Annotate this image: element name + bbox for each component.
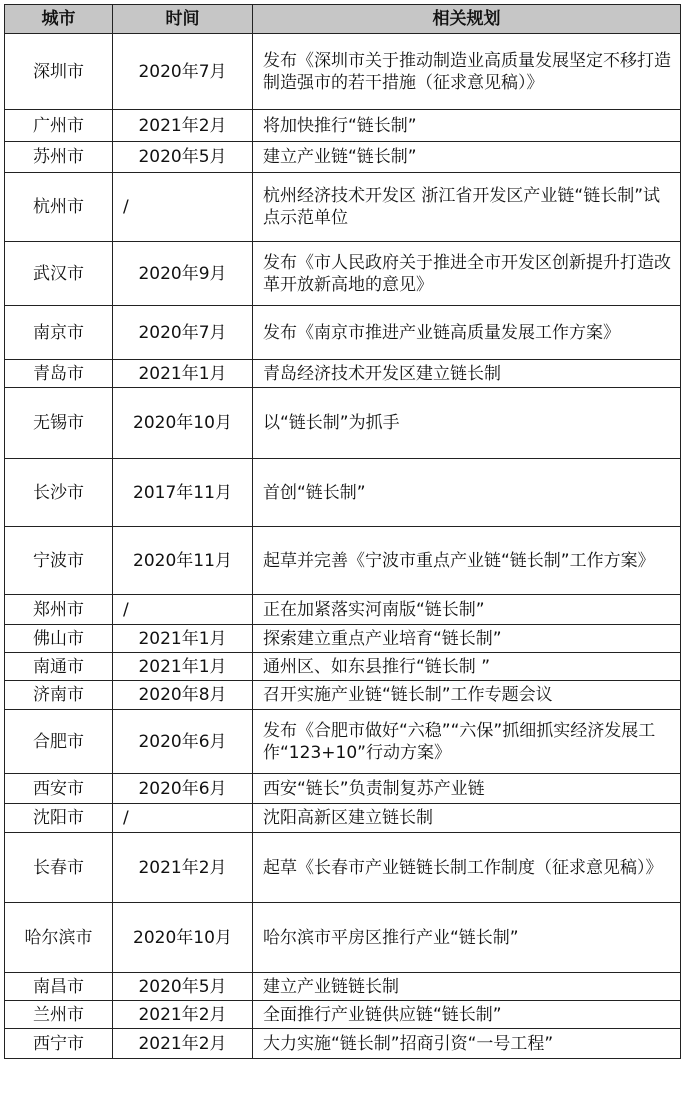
plan-cell: 探索建立重点产业培育“链长制” [253,625,681,653]
plan-cell: 建立产业链链长制 [253,973,681,1001]
time-cell: 2020年11月 [113,527,253,595]
plan-cell: 哈尔滨市平房区推行产业“链长制” [253,903,681,973]
time-cell: 2021年1月 [113,653,253,681]
city-cell: 济南市 [5,681,113,710]
table-row [5,142,681,173]
city-cell: 杭州市 [5,173,113,242]
table-row [5,833,681,903]
plan-cell: 发布《深圳市关于推动制造业高质量发展坚定不移打造制造强市的若干措施（征求意见稿）》 [253,34,681,110]
header-city: 城市 [5,5,113,34]
header-plan: 相关规划 [253,5,681,34]
time-cell: 2020年10月 [113,388,253,459]
city-cell: 武汉市 [5,242,113,306]
table-header-row [5,5,681,34]
table-row [5,710,681,774]
time-cell: 2017年11月 [113,459,253,527]
plan-cell: 以“链长制”为抓手 [253,388,681,459]
city-cell: 合肥市 [5,710,113,774]
city-cell: 西安市 [5,774,113,804]
table-row [5,595,681,625]
plan-cell: 青岛经济技术开发区建立链长制 [253,360,681,388]
time-cell: / [113,173,253,242]
plan-cell: 起草《长春市产业链链长制工作制度（征求意见稿）》 [253,833,681,903]
time-cell: 2020年10月 [113,903,253,973]
time-cell: 2020年6月 [113,774,253,804]
time-cell: 2020年7月 [113,34,253,110]
plan-cell: 起草并完善《宁波市重点产业链“链长制”工作方案》 [253,527,681,595]
plan-cell: 建立产业链“链长制” [253,142,681,173]
time-cell: 2020年8月 [113,681,253,710]
table-row [5,804,681,833]
plan-cell: 大力实施“链长制”招商引资“一号工程” [253,1029,681,1059]
city-policy-table [4,4,681,1059]
city-cell: 长春市 [5,833,113,903]
table-row [5,903,681,973]
time-cell: 2021年2月 [113,110,253,142]
table-row [5,110,681,142]
city-cell: 苏州市 [5,142,113,173]
plan-cell: 召开实施产业链“链长制”工作专题会议 [253,681,681,710]
time-cell: 2021年1月 [113,360,253,388]
table-row [5,527,681,595]
time-cell: 2021年1月 [113,625,253,653]
table-row [5,774,681,804]
plan-cell: 发布《合肥市做好“六稳”“六保”抓细抓实经济发展工作“123+10”行动方案》 [253,710,681,774]
city-cell: 长沙市 [5,459,113,527]
plan-cell: 西安“链长”负责制复苏产业链 [253,774,681,804]
time-cell: 2020年7月 [113,306,253,360]
city-cell: 南昌市 [5,973,113,1001]
table-row [5,242,681,306]
table-row [5,625,681,653]
city-cell: 西宁市 [5,1029,113,1059]
time-cell: 2020年9月 [113,242,253,306]
city-cell: 宁波市 [5,527,113,595]
city-cell: 南京市 [5,306,113,360]
plan-cell: 将加快推行“链长制” [253,110,681,142]
time-cell: / [113,804,253,833]
table-row [5,360,681,388]
plan-cell: 通州区、如东县推行“链长制 ” [253,653,681,681]
city-cell: 无锡市 [5,388,113,459]
table-row [5,306,681,360]
table-row [5,34,681,110]
time-cell: 2021年2月 [113,1029,253,1059]
time-cell: / [113,595,253,625]
table-row [5,973,681,1001]
city-cell: 广州市 [5,110,113,142]
time-cell: 2020年5月 [113,142,253,173]
city-cell: 兰州市 [5,1001,113,1029]
header-time: 时间 [113,5,253,34]
table-row [5,173,681,242]
plan-cell: 全面推行产业链供应链“链长制” [253,1001,681,1029]
city-cell: 郑州市 [5,595,113,625]
city-cell: 佛山市 [5,625,113,653]
plan-cell: 发布《市人民政府关于推进全市开发区创新提升打造改革开放新高地的意见》 [253,242,681,306]
city-cell: 青岛市 [5,360,113,388]
time-cell: 2020年5月 [113,973,253,1001]
city-cell: 沈阳市 [5,804,113,833]
plan-cell: 正在加紧落实河南版“链长制” [253,595,681,625]
plan-cell: 杭州经济技术开发区 浙江省开发区产业链“链长制”试点示范单位 [253,173,681,242]
plan-cell: 首创“链长制” [253,459,681,527]
time-cell: 2021年2月 [113,833,253,903]
table-row [5,459,681,527]
plan-cell: 沈阳高新区建立链长制 [253,804,681,833]
time-cell: 2020年6月 [113,710,253,774]
table-row [5,1001,681,1029]
city-cell: 南通市 [5,653,113,681]
table-row [5,653,681,681]
plan-cell: 发布《南京市推进产业链高质量发展工作方案》 [253,306,681,360]
table-row [5,681,681,710]
table-row [5,1029,681,1059]
time-cell: 2021年2月 [113,1001,253,1029]
table-row [5,388,681,459]
city-cell: 深圳市 [5,34,113,110]
city-cell: 哈尔滨市 [5,903,113,973]
table-body [5,34,681,1059]
